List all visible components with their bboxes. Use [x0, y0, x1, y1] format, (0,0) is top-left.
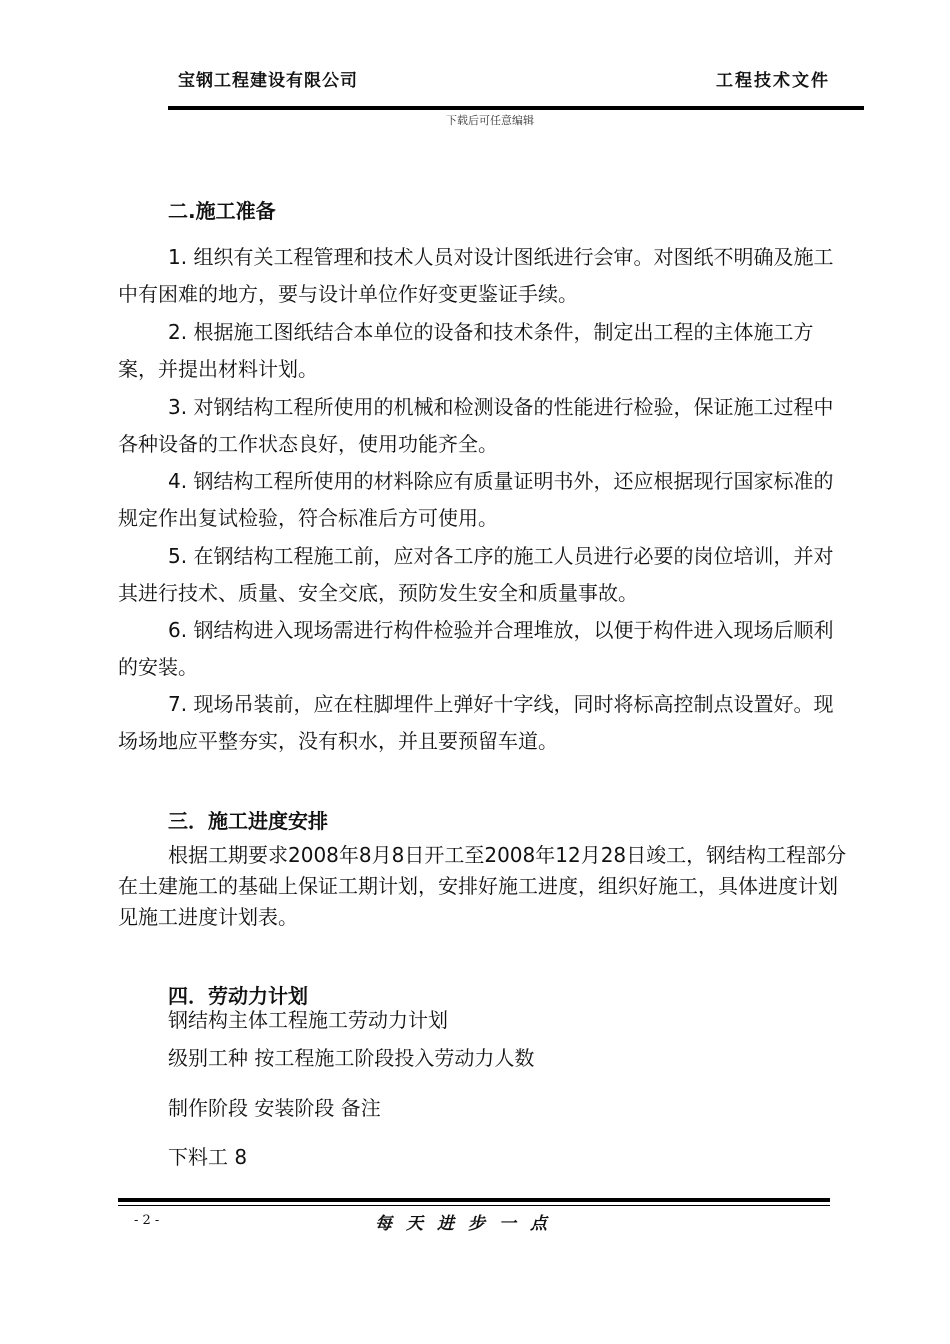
footer-motto: 每天进步一点	[375, 1214, 561, 1234]
s2-item-2: 2. 根据施工图纸结合本单位的设备和技术条件，制定出工程的主体施工方案，并提出材料计划。	[118, 320, 814, 381]
header-rule	[168, 106, 864, 110]
s4-line-1: 钢结构主体工程施工劳动力计划	[168, 1008, 448, 1032]
footer-rule	[118, 1198, 830, 1202]
section-3-title: 三．施工进度安排	[168, 809, 328, 833]
footer-page-number: - 2 -	[134, 1213, 160, 1228]
s2-item-7: 7. 现场吊装前，应在柱脚埋件上弹好十字线，同时将标高控制点设置好。现场场地应平整夯实，没有积水，并且要预留车道。	[118, 692, 834, 753]
header-doc-type: 工程技术文件	[716, 71, 830, 91]
s4-line-3: 制作阶段 安装阶段 备注	[168, 1096, 381, 1120]
s2-item-5: 5. 在钢结构工程施工前，应对各工序的施工人员进行必要的岗位培训，并对其进行技术、质量、安全交底，预防发生安全和质量事故。	[118, 544, 834, 605]
s2-item-3: 3. 对钢结构工程所使用的机械和检测设备的性能进行检验，保证施工过程中各种设备的工作状态良好，使用功能齐全。	[118, 395, 834, 456]
header-note: 下载后可任意编辑	[446, 114, 534, 127]
s2-item-6: 6. 钢结构进入现场需进行构件检验并合理堆放，以便于构件进入现场后顺利的安装。	[118, 618, 834, 679]
s2-item-1: 1. 组织有关工程管理和技术人员对设计图纸进行会审。对图纸不明确及施工中有困难的地方，要与设计单位作好变更鉴证手续。	[118, 245, 834, 306]
s4-line-2: 级别工种 按工程施工阶段投入劳动力人数	[168, 1046, 535, 1070]
s4-line-4: 下料工 8	[168, 1145, 248, 1169]
header-company: 宝钢工程建设有限公司	[178, 71, 358, 91]
section-2-title: 二.施工准备	[168, 199, 276, 223]
s3-text: 根据工期要求2008年8月8日开工至2008年12月28日竣工，钢结构工程部分在土建施工的基础上保证工期计划，安排好施工进度，组织好施工，具体进度计划见施工进度计划表。	[118, 843, 847, 929]
section-4-title: 四．劳动力计划	[168, 984, 308, 1008]
s2-item-4: 4. 钢结构工程所使用的材料除应有质量证明书外，还应根据现行国家标准的规定作出复试检验，符合标准后方可使用。	[118, 469, 834, 530]
footer-rule-thin	[118, 1205, 830, 1206]
